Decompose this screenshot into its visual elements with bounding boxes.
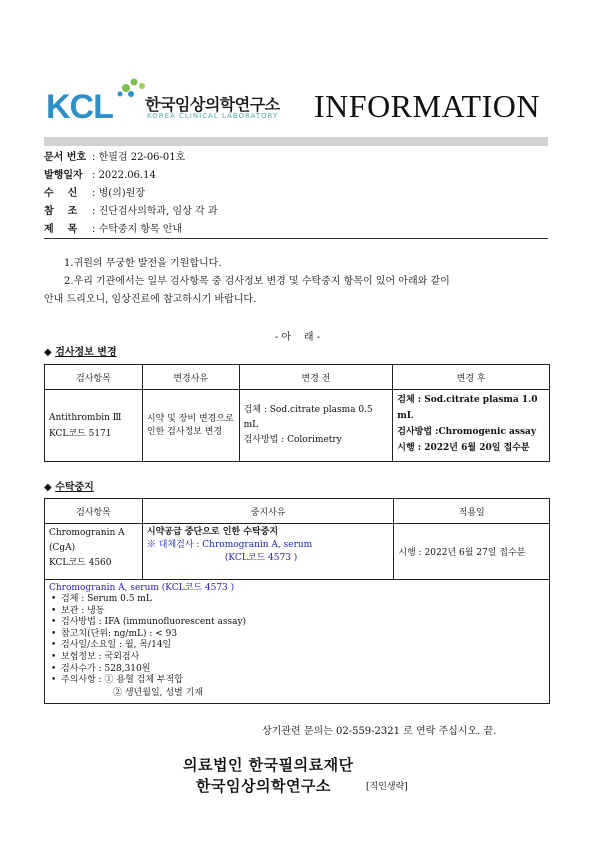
diamond-icon: ◆ [44, 347, 52, 358]
org-lab-name: 한국임상의학연구소 [196, 777, 331, 795]
below-heading: - 아 래 - [274, 332, 321, 343]
details-list [49, 594, 545, 687]
meta-row-recipient: 수 신 : 병(의)원장 [44, 188, 146, 199]
cell-item: Chromogranin A (CgA) KCL코드 4560 [45, 524, 143, 580]
section-heading-info-change: ◆ 검사정보 변경 [44, 347, 117, 358]
replacement-details [45, 580, 550, 704]
list-item: • 보관 : 냉동 [49, 606, 545, 618]
suspension-table [44, 498, 550, 704]
list-item: • 검사일/소요일 : 월, 목/14일 [49, 640, 545, 652]
diamond-icon: ◆ [44, 482, 52, 493]
info-change-table [44, 364, 550, 462]
col-header-item: 검사항목 [45, 499, 143, 524]
meta-row-reference: 참 조 : 진단검사의학과, 임상 각 과 [44, 206, 218, 217]
col-header-item: 검사항목 [45, 365, 143, 390]
org-foundation-name: 의료법인 한국필의료재단 [183, 756, 354, 774]
header-divider [44, 137, 548, 146]
cell-before: 검체 : Sod.citrate plasma 0.5 mL 검사방법 : Colorimetry [239, 390, 393, 462]
seal-omitted-note: [직인생략] [366, 782, 408, 792]
cell-after: 검체 : Sod.citrate plasma 1.0 mL 검사방법 :Chromogenic assay 시행 : 2022년 6월 20일 접수분 [393, 390, 550, 462]
list-item: • 참고치(단위: ng/mL) : < 93 [49, 629, 545, 641]
logo-korean-name: 한국임상의학연구소 [145, 95, 280, 114]
contact-note: 상기관련 문의는 02-559-2321 로 연락 주십시오. 끝. [262, 726, 497, 737]
body-paragraph-1: 1.귀원의 무궁한 발전을 기원합니다. [64, 258, 222, 269]
col-header-apply-date: 적용일 [394, 499, 550, 524]
logo-letters: KCL [46, 88, 113, 126]
logo-english-name: KOREA CLINICAL LABORATORY [147, 112, 279, 120]
meta-row-subject: 제 목 : 수탁중지 항목 안내 [44, 224, 183, 235]
document-title: INFORMATION [314, 88, 540, 124]
list-item: • 검사방법 : IFA (immunofluorescent assay) [49, 617, 545, 629]
cell-item: Antithrombin Ⅲ KCL코드 5171 [45, 390, 143, 462]
details-title: Chromogranin A, serum (KCL코드 4573 ) [49, 583, 235, 593]
meta-divider [44, 238, 548, 239]
body-paragraph-2b: 안내 드리오니, 임상진료에 참고하시기 바랍니다. [44, 294, 257, 305]
meta-row-issue-date: 발행일자 : 2022.06.14 [44, 170, 156, 181]
body-paragraph-2a: 2.우리 기관에서는 일부 검사항목 중 검사정보 변경 및 수탁중지 항목이 있어 아래와 같이 [64, 276, 450, 287]
cell-apply-date: 시행 : 2022년 6월 27일 접수분 [394, 524, 550, 580]
meta-row-doc-number: 문서 번호 : 한필검 22-06-01호 [44, 152, 186, 163]
col-header-reason: 중지사유 [142, 499, 394, 524]
col-header-reason: 변경사유 [142, 365, 239, 390]
col-header-after: 변경 후 [393, 365, 550, 390]
col-header-before: 변경 전 [239, 365, 393, 390]
section-heading-suspension: ◆ 수탁중지 [44, 482, 94, 493]
cell-reason: 시약 및 장비 변경으로 인한 검사정보 변경 [142, 390, 239, 462]
list-item: • 검체 : Serum 0.5 mL [49, 594, 545, 606]
list-item: • 보험정보 : 국외검사 [49, 652, 545, 664]
cell-reason: 시약공급 중단으로 인한 수탁중지 ※ 대체검사 : Chromogranin A, serum (KCL코드 4573 ) [142, 524, 394, 580]
list-item: • 검사수가 : 528,310원 [49, 664, 545, 676]
list-item: • 주의사항 : ① 용혈 검체 부적합 [49, 675, 545, 687]
details-extra: ② 생년월일, 성별 기재 [113, 687, 203, 698]
